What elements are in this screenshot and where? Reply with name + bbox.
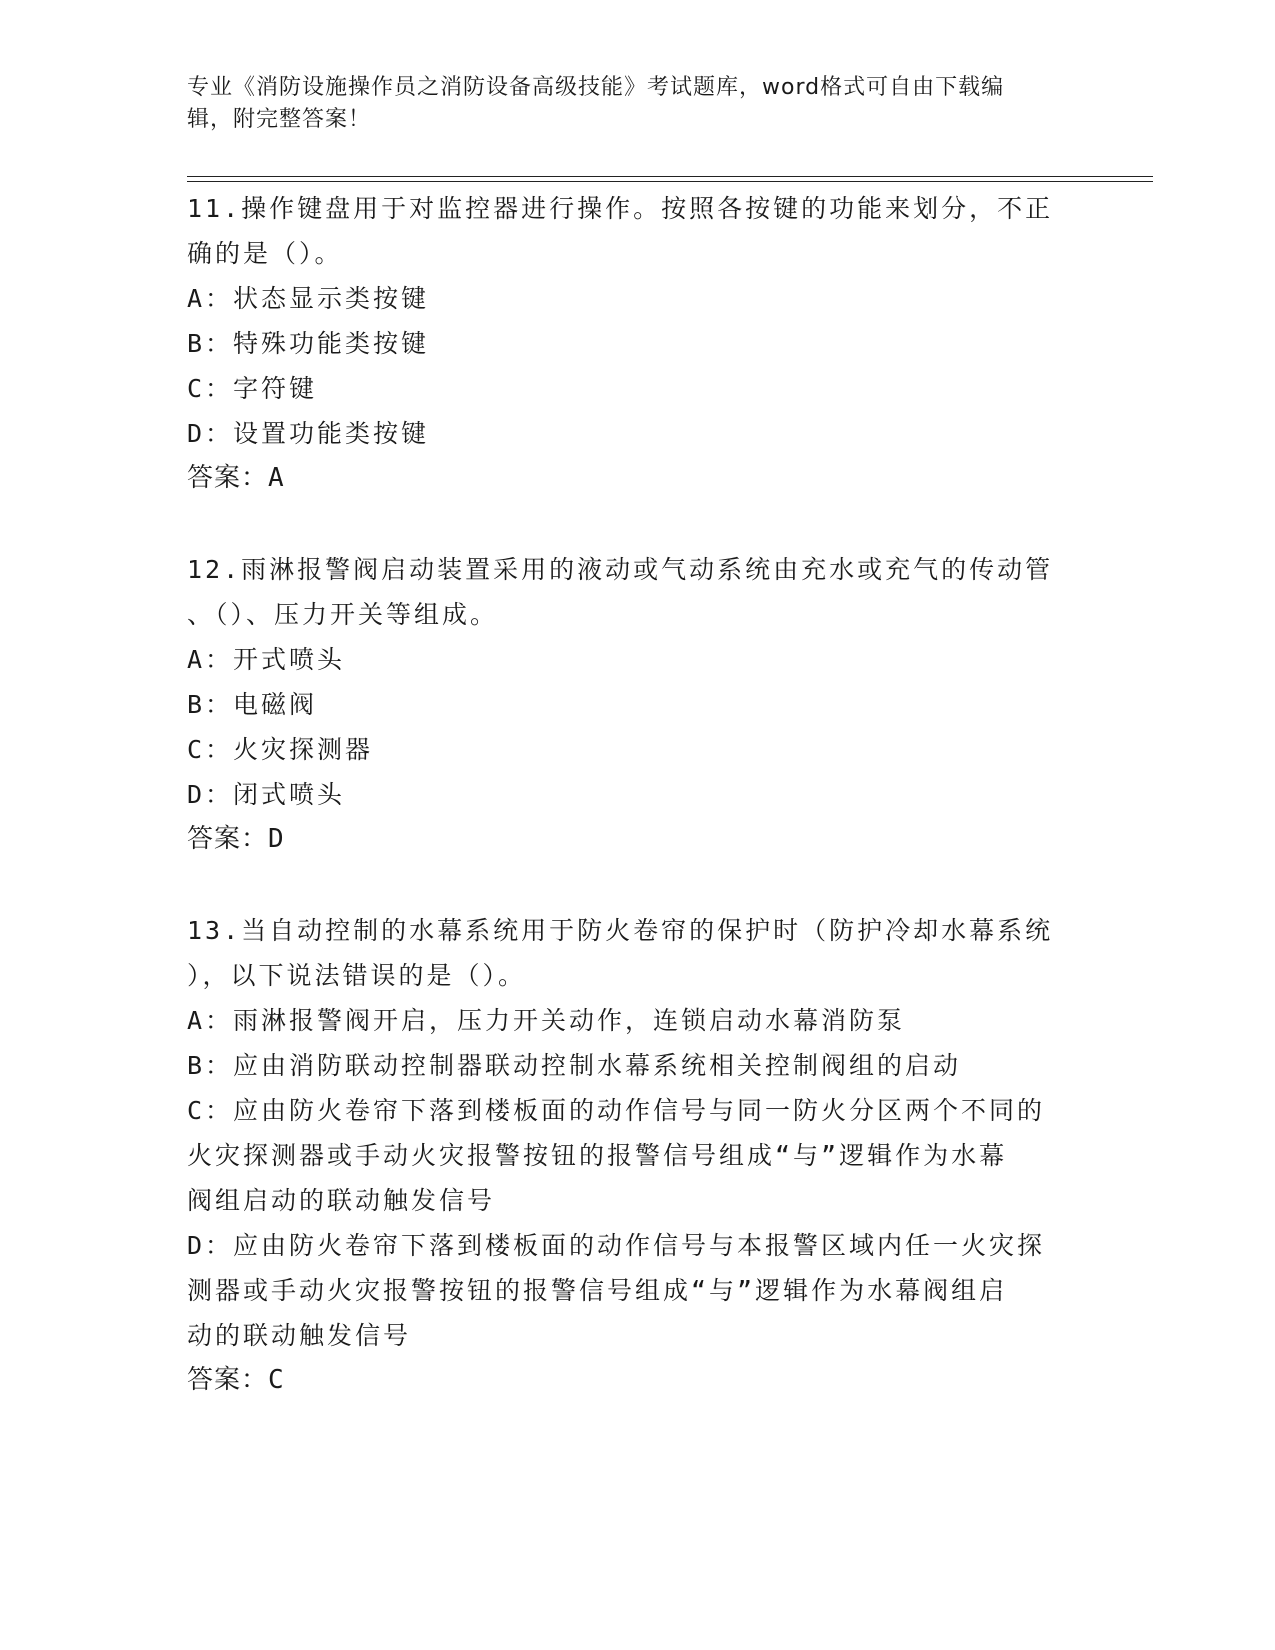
option-d-continued: 测器或手动火灾报警按钮的报警信号组成“与”逻辑作为水幕阀组启: [187, 1276, 1008, 1305]
question-11: [187, 186, 1067, 501]
header-line-2: 辑，附完整答案！: [187, 107, 372, 132]
answer-label: 答案：: [187, 824, 269, 854]
answer-label: 答案：: [187, 1365, 269, 1395]
option-d: D：应由防火卷帘下落到楼板面的动作信号与本报警区域内任一火灾探: [187, 1231, 1046, 1260]
answer-value: D: [268, 824, 285, 854]
question-stem-line: 12.雨淋报警阀启动装置采用的液动或气动系统由充水或充气的传动管: [187, 555, 1054, 584]
question-stem-line: 11.操作键盘用于对监控器进行操作。按照各按键的功能来划分，不正: [187, 194, 1054, 223]
header-divider-top: [187, 176, 1153, 177]
option-c: C：字符键: [187, 374, 318, 403]
answer-label: 答案：: [187, 463, 269, 493]
document-header: [187, 72, 1067, 136]
option-d-continued: 动的联动触发信号: [187, 1321, 412, 1350]
option-c: C：应由防火卷帘下落到楼板面的动作信号与同一防火分区两个不同的: [187, 1096, 1046, 1125]
header-divider-bottom: [187, 181, 1153, 182]
option-b: B：特殊功能类按键: [187, 329, 430, 358]
answer-value: A: [268, 463, 285, 493]
question-12: [187, 547, 1067, 862]
option-d: D：闭式喷头: [187, 780, 346, 809]
option-c-continued: 火灾探测器或手动火灾报警按钮的报警信号组成“与”逻辑作为水幕: [187, 1141, 1008, 1170]
header-line-1: 专业《消防设施操作员之消防设备高级技能》考试题库，word格式可自由下载编: [187, 75, 1005, 100]
answer-line: [187, 817, 1067, 862]
option-a: A：状态显示类按键: [187, 284, 430, 313]
question-stem-line: ），以下说法错误的是（）。: [187, 961, 527, 990]
option-a: A：开式喷头: [187, 645, 346, 674]
answer-value: C: [268, 1365, 285, 1395]
option-b: B：应由消防联动控制器联动控制水幕系统相关控制阀组的启动: [187, 1051, 962, 1080]
option-b: B：电磁阀: [187, 690, 318, 719]
option-c-continued: 阀组启动的联动触发信号: [187, 1186, 496, 1215]
option-c: C：火灾探测器: [187, 735, 374, 764]
answer-line: [187, 456, 1067, 501]
question-stem-line: 13.当自动控制的水幕系统用于防火卷帘的保护时（防护冷却水幕系统: [187, 916, 1054, 945]
answer-line: [187, 1358, 1067, 1403]
option-a: A：雨淋报警阀开启，压力开关动作，连锁启动水幕消防泵: [187, 1006, 906, 1035]
question-stem-line: 确的是（）。: [187, 239, 343, 268]
question-stem-line: 、（）、压力开关等组成。: [187, 600, 499, 629]
question-13: [187, 908, 1067, 1403]
question-list: [187, 186, 1067, 1449]
option-d: D：设置功能类按键: [187, 419, 430, 448]
